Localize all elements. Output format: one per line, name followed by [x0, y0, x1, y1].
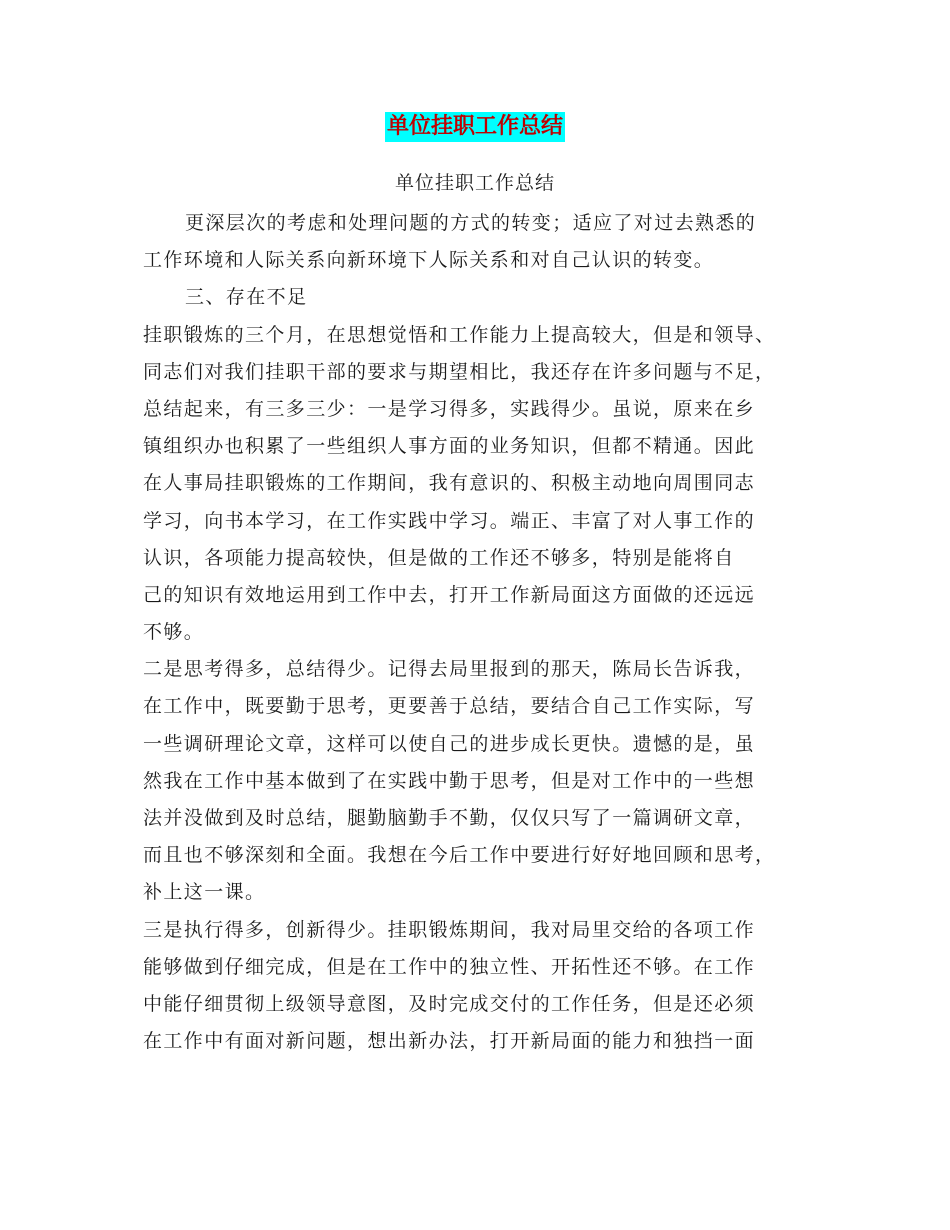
body-line: 总结起来，有三多三少：一是学习得多，实践得少。虽说，原来在乡 [143, 397, 756, 420]
document-body [143, 205, 823, 1060]
title-wrap [0, 112, 950, 142]
document-subtitle: 单位挂职工作总结 [394, 172, 555, 194]
body-line: 更深层次的考虑和处理问题的方式的转变；适应了对过去熟悉的 [185, 212, 757, 234]
body-line: 三是执行得多，创新得少。挂职锻炼期间，我对局里交给的各项工作 [143, 918, 756, 941]
body-line: 工作环境和人际关系向新环境下人际关系和对自己认识的转变。 [143, 249, 715, 272]
body-line: 中能仔细贯彻上级领导意图，及时完成交付的工作任务，但是还必须 [143, 992, 756, 1015]
body-line: 补上这一课。 [143, 881, 266, 904]
body-line: 学习，向书本学习，在工作实践中学习。端正、丰富了对人事工作的 [143, 509, 756, 532]
body-line: 二是思考得多，总结得少。记得去局里报到的那天，陈局长告诉我， [143, 658, 756, 681]
body-line: 法并没做到及时总结，腿勤脑勤手不勤，仅仅只写了一篇调研文章， [143, 807, 756, 829]
body-line: 三、存在不足 [185, 286, 308, 309]
body-line: 认识，各项能力提高较快，但是做的工作还不够多，特别是能将自 [143, 546, 735, 569]
body-line: 而且也不够深刻和全面。我想在今后工作中要进行好好地回顾和思考， [143, 844, 776, 867]
body-line: 镇组织办也积累了一些组织人事方面的业务知识，但都不精通。因此 [143, 435, 756, 458]
body-line: 己的知识有效地运用到工作中去，打开工作新局面这方面做的还远远 [143, 583, 756, 606]
body-line: 不够。 [143, 621, 205, 644]
document-title: 单位挂职工作总结 [385, 112, 565, 142]
body-line: 同志们对我们挂职干部的要求与期望相比，我还存在许多问题与不足， [143, 360, 776, 383]
body-line: 一些调研理论文章，这样可以使自己的进步成长更快。遗憾的是，虽 [143, 732, 756, 755]
body-line: 能够做到仔细完成，但是在工作中的独立性、开拓性还不够。在工作 [143, 955, 756, 978]
body-line: 在工作中，既要勤于思考，更要善于总结，要结合自己工作实际，写 [143, 695, 756, 718]
body-line: 然我在工作中基本做到了在实践中勤于思考，但是对工作中的一些想 [143, 769, 756, 792]
body-line: 在人事局挂职锻炼的工作期间，我有意识的、积极主动地向周围同志 [143, 472, 756, 495]
body-line: 挂职锻炼的三个月，在思想觉悟和工作能力上提高较大，但是和领导、 [143, 323, 776, 346]
body-line: 在工作中有面对新问题，想出新办法，打开新局面的能力和独挡一面 [143, 1030, 756, 1053]
